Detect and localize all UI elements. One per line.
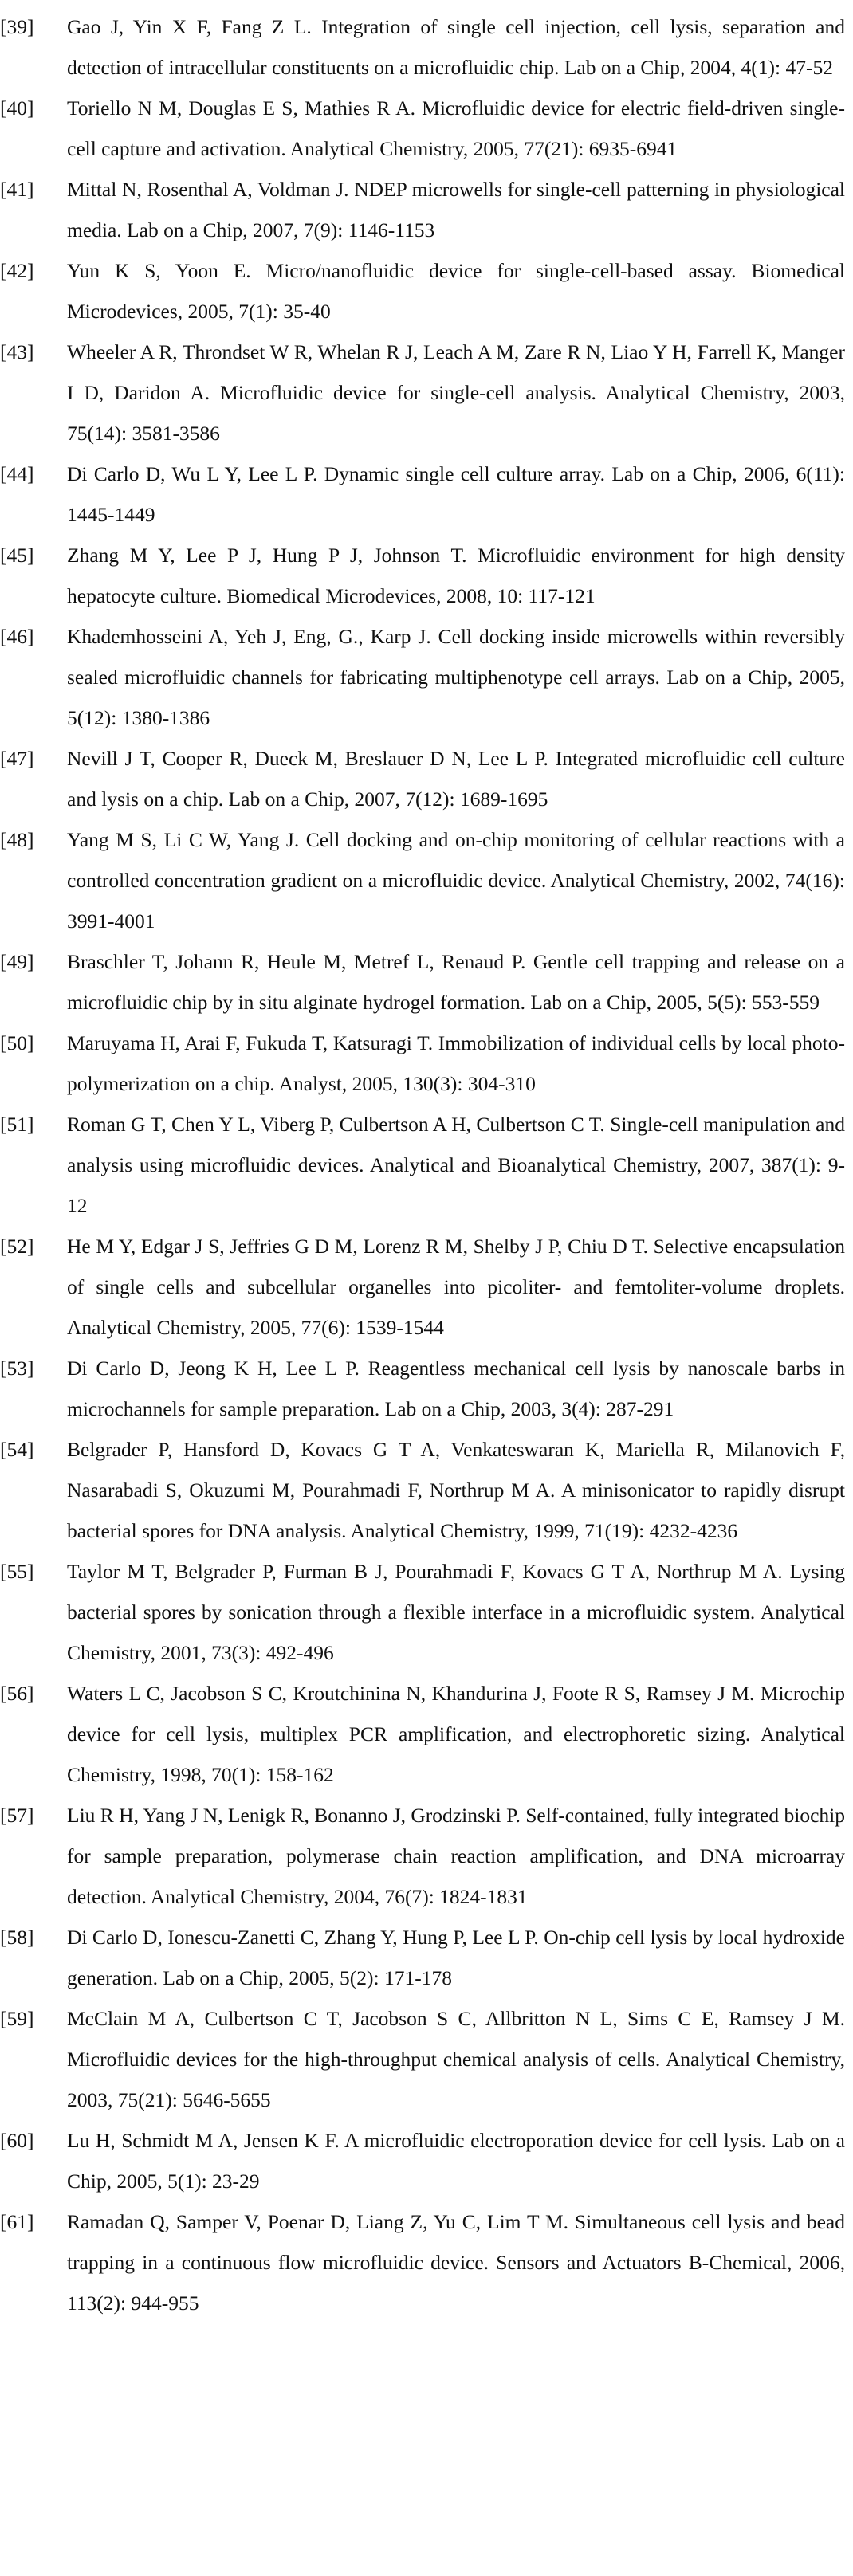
reference-entry: [0, 616, 853, 738]
reference-entry: [0, 1998, 853, 2120]
reference-text: Gao J, Yin X F, Fang Z L. Integration of single cell injection, cell lysis, separation and detection of intracellular constituents on a microfluidic chip. Lab on a Chip, 2004, 4(1): 47-52: [67, 15, 845, 79]
reference-text: Belgrader P, Hansford D, Kovacs G T A, Venkateswaran K, Mariella R, Milanovich F, Nasarabadi S, Okuzumi M, Pourahmadi F, Northrup M A. A minisonicator to rapidly disrupt bacterial spores for DNA analysis. Analytical Chemistry, 1999, 71(19): 4232-4236: [67, 1438, 845, 1542]
reference-entry: [0, 1795, 853, 1917]
reference-text: Braschler T, Johann R, Heule M, Metref L, Renaud P. Gentle cell trapping and release on a microfluidic chip by in situ alginate hydrogel formation. Lab on a Chip, 2005, 5(5): 553-559: [67, 950, 845, 1014]
reference-number: [50]: [0, 1031, 34, 1054]
reference-entry: [0, 169, 853, 250]
reference-text: Yun K S, Yoon E. Micro/nanofluidic device for single-cell-based assay. Biomedical Microdevices, 2005, 7(1): 35-40: [67, 259, 845, 323]
reference-entry: [0, 250, 853, 332]
reference-text: Maruyama H, Arai F, Fukuda T, Katsuragi T. Immobilization of individual cells by local photo-polymerization on a chip. Analyst, 2005, 130(3): 304-310: [67, 1031, 845, 1095]
reference-entry: [0, 1104, 853, 1226]
reference-entry: [0, 1348, 853, 1429]
reference-entry: [0, 332, 853, 454]
reference-number: [58]: [0, 1926, 34, 1949]
reference-text: McClain M A, Culbertson C T, Jacobson S C, Allbritton N L, Sims C E, Ramsey J M. Microfluidic devices for the high-throughput chemical analysis of cells. Analytical Chemistry, 2003, 75(21): 5646-5655: [67, 2007, 845, 2111]
reference-number: [40]: [0, 96, 34, 120]
reference-text: Waters L C, Jacobson S C, Kroutchinina N, Khandurina J, Foote R S, Ramsey J M. Microchip device for cell lysis, multiplex PCR amplification, and electrophoretic sizing. Analytical Chemistry, 1998, 70(1): 158-162: [67, 1682, 845, 1786]
reference-number: [48]: [0, 828, 34, 851]
reference-number: [56]: [0, 1682, 34, 1705]
reference-text: Nevill J T, Cooper R, Dueck M, Breslauer D N, Lee L P. Integrated microfluidic cell culture and lysis on a chip. Lab on a Chip, 2007, 7(12): 1689-1695: [67, 747, 845, 811]
reference-text: Di Carlo D, Jeong K H, Lee L P. Reagentless mechanical cell lysis by nanoscale barbs in microchannels for sample preparation. Lab on a Chip, 2003, 3(4): 287-291: [67, 1357, 845, 1420]
reference-entry: [0, 1917, 853, 1998]
reference-number: [61]: [0, 2210, 34, 2233]
reference-entry: [0, 738, 853, 819]
reference-text: Taylor M T, Belgrader P, Furman B J, Pourahmadi F, Kovacs G T A, Northrup M A. Lysing bacterial spores by sonication through a flexible interface in a microfluidic system. Analytical Chemistry, 2001, 73(3): 492-496: [67, 1560, 845, 1664]
reference-text: Yang M S, Li C W, Yang J. Cell docking and on-chip monitoring of cellular reactions with a controlled concentration gradient on a microfluidic device. Analytical Chemistry, 2002, 74(16): 3991-4001: [67, 828, 845, 933]
reference-text: Di Carlo D, Ionescu-Zanetti C, Zhang Y, Hung P, Lee L P. On-chip cell lysis by local hydroxide generation. Lab on a Chip, 2005, 5(2): 171-178: [67, 1926, 845, 1989]
reference-text: Toriello N M, Douglas E S, Mathies R A. Microfluidic device for electric field-driven single-cell capture and activation. Analytical Chemistry, 2005, 77(21): 6935-6941: [67, 96, 845, 160]
reference-entry: [0, 2120, 853, 2201]
reference-entry: [0, 1673, 853, 1795]
reference-number: [59]: [0, 2007, 34, 2030]
reference-entry: [0, 88, 853, 169]
reference-number: [57]: [0, 1804, 34, 1827]
reference-number: [47]: [0, 747, 34, 770]
reference-text: He M Y, Edgar J S, Jeffries G D M, Lorenz R M, Shelby J P, Chiu D T. Selective encapsulation of single cells and subcellular organelles into picoliter- and femtoliter-volume droplets. Analytical Chemistry, 2005, 77(6): 1539-1544: [67, 1235, 845, 1339]
reference-entry: [0, 941, 853, 1023]
reference-number: [46]: [0, 625, 34, 648]
reference-number: [55]: [0, 1560, 34, 1583]
reference-number: [52]: [0, 1235, 34, 1258]
reference-entry: [0, 819, 853, 941]
reference-number: [39]: [0, 15, 34, 38]
reference-number: [42]: [0, 259, 34, 282]
reference-entry: [0, 1429, 853, 1551]
reference-entry: [0, 6, 853, 88]
reference-entry: [0, 1023, 853, 1104]
reference-number: [44]: [0, 462, 34, 485]
reference-number: [53]: [0, 1357, 34, 1380]
reference-text: Khademhosseini A, Yeh J, Eng, G., Karp J. Cell docking inside microwells within reversibly sealed microfluidic channels for fabricating multiphenotype cell arrays. Lab on a Chip, 2005, 5(12): 1380-1386: [67, 625, 845, 729]
reference-number: [45]: [0, 544, 34, 567]
reference-number: [51]: [0, 1113, 34, 1136]
reference-number: [49]: [0, 950, 34, 973]
reference-entry: [0, 1551, 853, 1673]
reference-entry: [0, 2201, 853, 2323]
reference-number: [41]: [0, 178, 34, 201]
reference-text: Wheeler A R, Throndset W R, Whelan R J, Leach A M, Zare R N, Liao Y H, Farrell K, Manger I D, Daridon A. Microfluidic device for single-cell analysis. Analytical Chemistry, 2003, 75(14): 3581-3586: [67, 340, 845, 445]
reference-text: Di Carlo D, Wu L Y, Lee L P. Dynamic single cell culture array. Lab on a Chip, 2006, 6(11): 1445-1449: [67, 462, 845, 526]
reference-entry: [0, 1226, 853, 1348]
reference-text: Ramadan Q, Samper V, Poenar D, Liang Z, Yu C, Lim T M. Simultaneous cell lysis and bead trapping in a continuous flow microfluidic device. Sensors and Actuators B-Chemical, 2006, 113(2): 944-955: [67, 2210, 845, 2315]
reference-text: Mittal N, Rosenthal A, Voldman J. NDEP microwells for single-cell patterning in physiological media. Lab on a Chip, 2007, 7(9): 1146-1153: [67, 178, 845, 242]
reference-entry: [0, 535, 853, 616]
reference-text: Lu H, Schmidt M A, Jensen K F. A microfluidic electroporation device for cell lysis. Lab on a Chip, 2005, 5(1): 23-29: [67, 2129, 845, 2193]
reference-number: [60]: [0, 2129, 34, 2152]
reference-text: Roman G T, Chen Y L, Viberg P, Culbertson A H, Culbertson C T. Single-cell manipulation and analysis using microfluidic devices. Analytical and Bioanalytical Chemistry, 2007, 387(1): 9-12: [67, 1113, 845, 1217]
reference-entry: [0, 454, 853, 535]
reference-text: Zhang M Y, Lee P J, Hung P J, Johnson T. Microfluidic environment for high density hepatocyte culture. Biomedical Microdevices, 2008, 10: 117-121: [67, 544, 845, 607]
reference-number: [43]: [0, 340, 34, 363]
reference-number: [54]: [0, 1438, 34, 1461]
reference-text: Liu R H, Yang J N, Lenigk R, Bonanno J, Grodzinski P. Self-contained, fully integrated biochip for sample preparation, polymerase chain reaction amplification, and DNA microarray detection. Analytical Chemistry, 2004, 76(7): 1824-1831: [67, 1804, 845, 1908]
